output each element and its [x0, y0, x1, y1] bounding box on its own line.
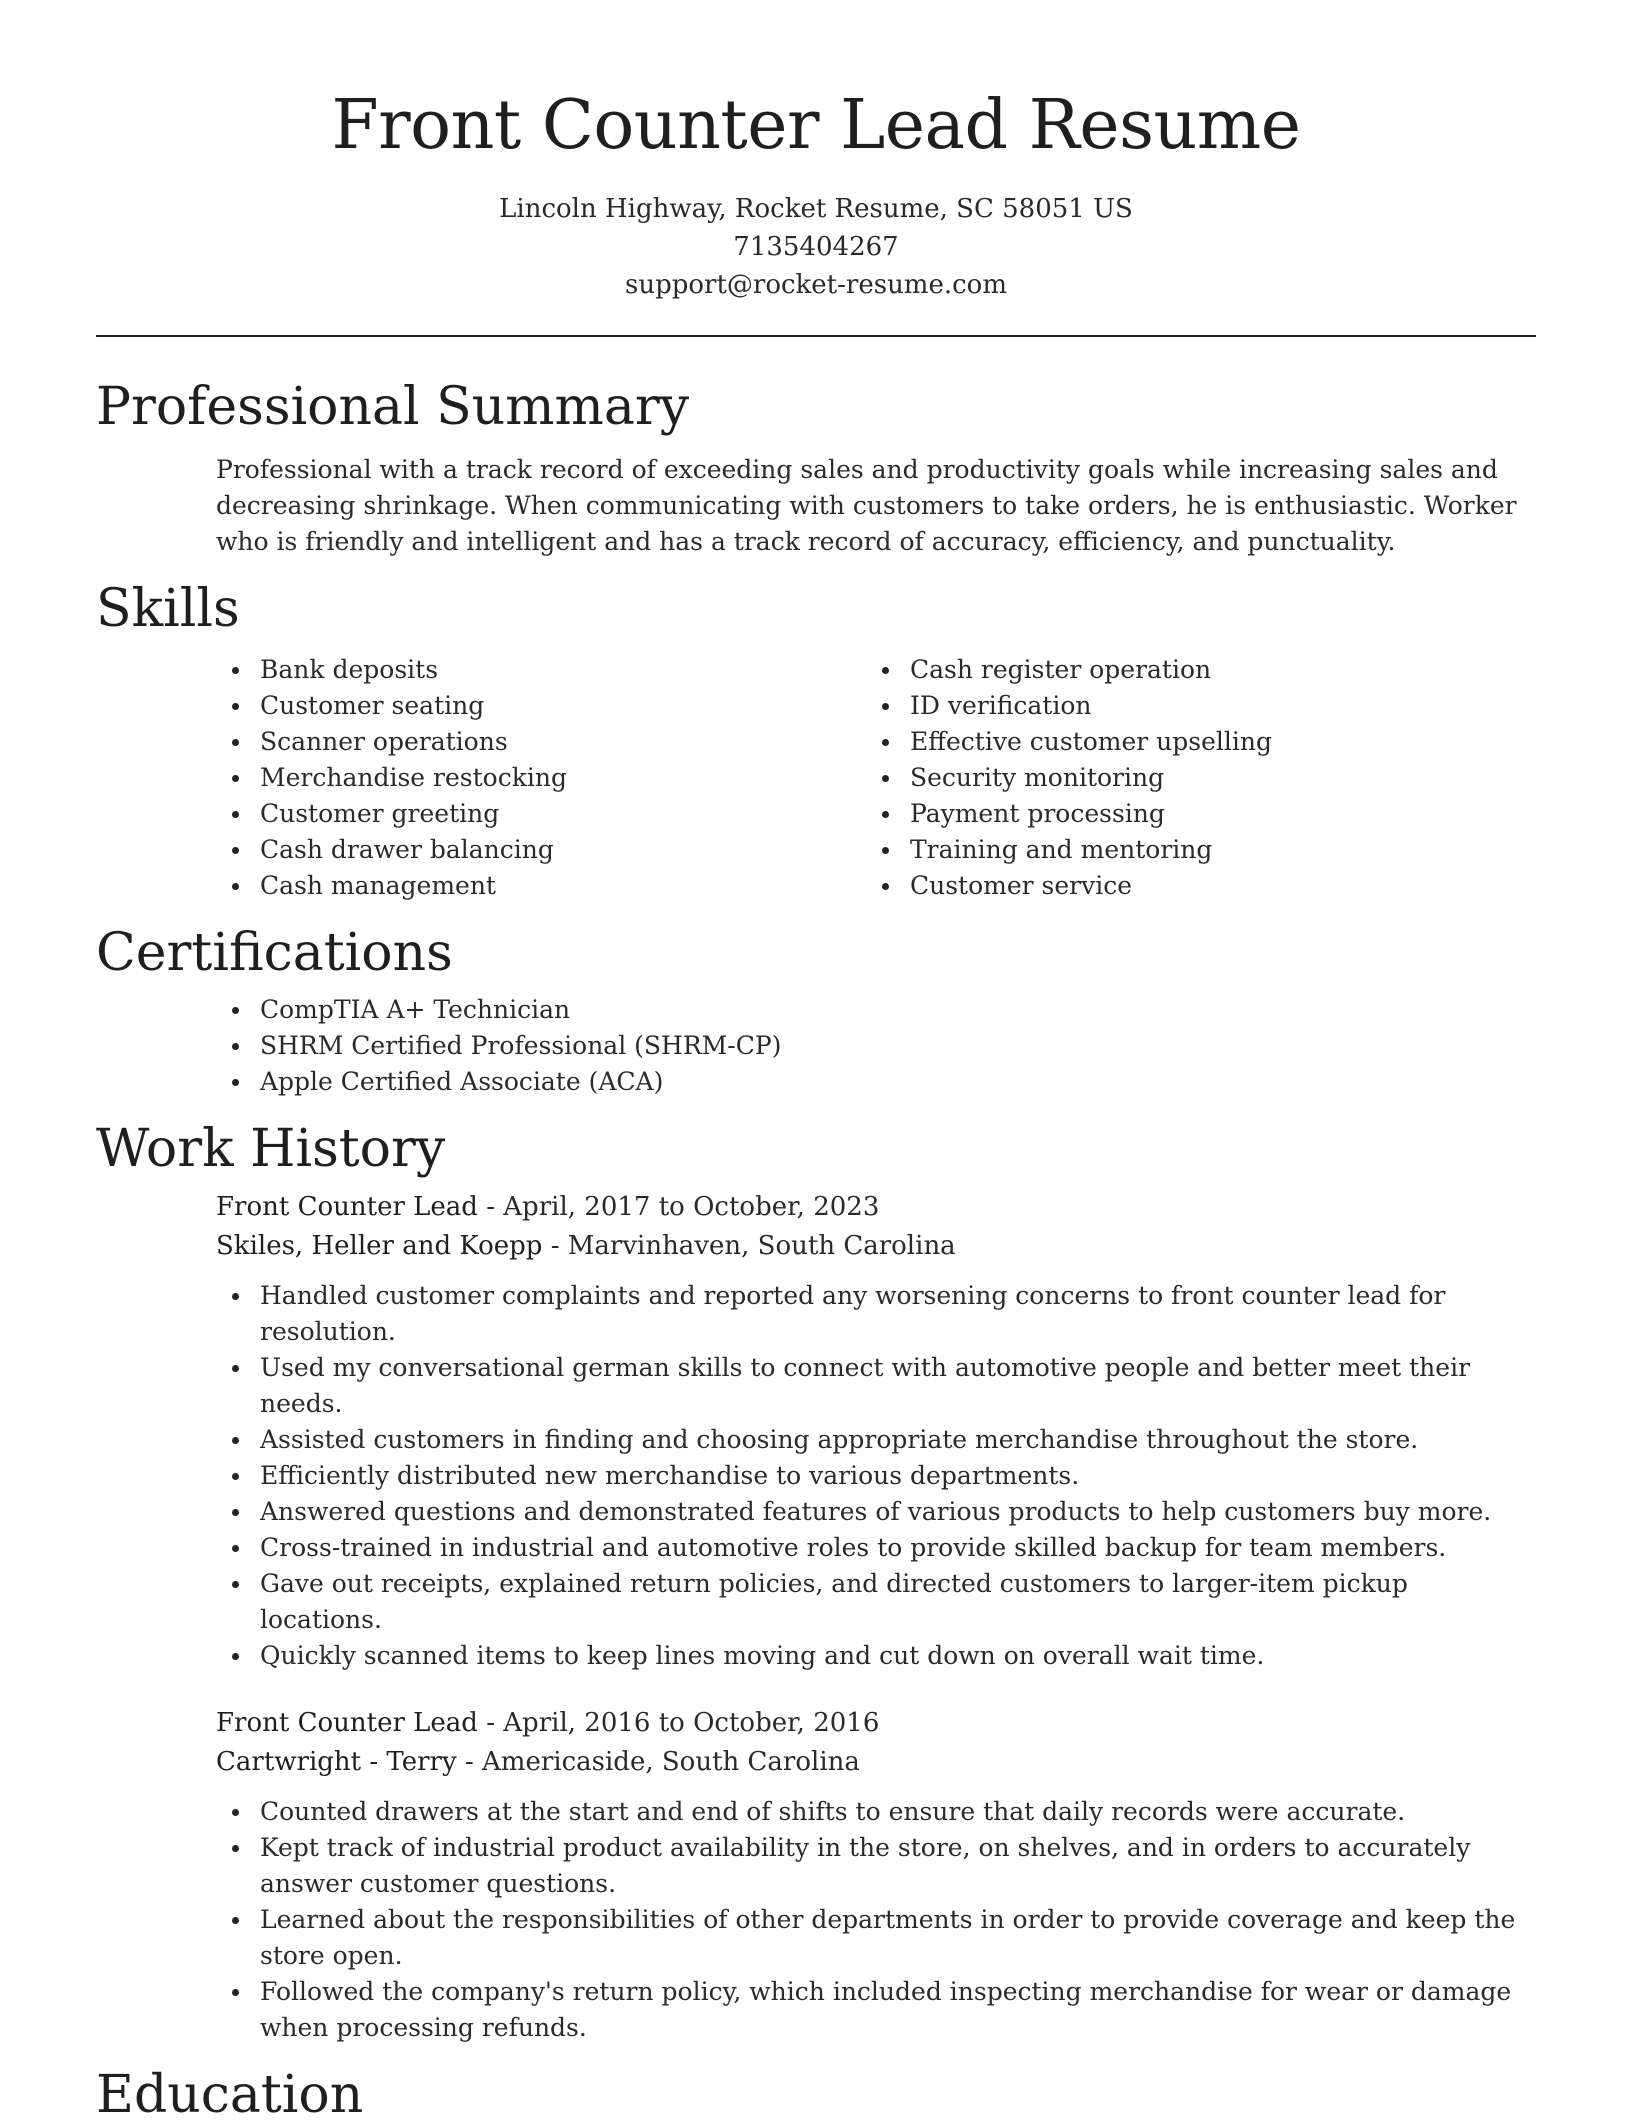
skill-item: Cash drawer balancing — [216, 832, 866, 868]
skill-item: Effective customer upselling — [866, 724, 1516, 760]
contact-phone: 7135404267 — [733, 232, 899, 262]
job-company-line — [216, 1227, 1536, 1266]
job-company-line — [216, 1743, 1536, 1782]
summary-text: Professional with a track record of exceeding sales and productivity goals while increasing sales and decreasing shrinkage. When communicating with customers to take orders, he is enthusiastic. Worker who is friendly and intelligent and has a track record of accuracy, efficiency, and punctuality. — [216, 455, 1517, 556]
skill-item: Customer service — [866, 868, 1516, 904]
job-bullet: Gave out receipts, explained return policies, and directed customers to larger-item pickup locations. — [216, 1566, 1536, 1638]
job-location: Marvinhaven, South Carolina — [567, 1231, 956, 1261]
job-bullet: Quickly scanned items to keep lines moving and cut down on overall wait time. — [216, 1638, 1536, 1674]
separator: - — [550, 1231, 568, 1261]
skills-heading: Skills — [96, 579, 240, 639]
skill-item: ID verification — [866, 688, 1516, 724]
job-title-line — [216, 1704, 1536, 1743]
skill-item: Payment processing — [866, 796, 1516, 832]
skill-item: Training and mentoring — [866, 832, 1516, 868]
job-bullet: Counted drawers at the start and end of shifts to ensure that daily records were accurate. — [216, 1794, 1536, 1830]
work-history-heading: Work History — [96, 1119, 446, 1179]
job-entry — [216, 1188, 1536, 1266]
skills-list — [216, 652, 1536, 904]
job-bullet: Used my conversational german skills to connect with automotive people and better meet their needs. — [216, 1350, 1536, 1422]
job-company: Cartwright - Terry — [216, 1747, 457, 1777]
job-bullets — [216, 1278, 1536, 1674]
certification-item: SHRM Certified Professional (SHRM-CP) — [216, 1028, 1536, 1064]
skill-item: Cash management — [216, 868, 866, 904]
skill-item: Customer greeting — [216, 796, 866, 832]
certification-item: CompTIA A+ Technician — [216, 992, 1536, 1028]
header-divider — [96, 335, 1536, 337]
skills-column-right — [866, 652, 1516, 904]
summary-heading: Professional Summary — [96, 377, 690, 437]
job-company: Skiles, Heller and Koepp — [216, 1231, 543, 1261]
certifications-heading: Certifications — [96, 923, 453, 983]
skill-item: Customer seating — [216, 688, 866, 724]
job-entry — [216, 1704, 1536, 1782]
skill-item: Cash register operation — [866, 652, 1516, 688]
skill-item: Scanner operations — [216, 724, 866, 760]
resume-page — [96, 0, 1536, 2126]
certification-item: Apple Certified Associate (ACA) — [216, 1064, 1536, 1100]
separator: - — [486, 1708, 504, 1738]
job-bullet: Learned about the responsibilities of other departments in order to provide coverage and keep the store open. — [216, 1902, 1536, 1974]
contact-block — [96, 190, 1536, 304]
skills-column-left — [216, 652, 866, 904]
contact-address: Lincoln Highway, Rocket Resume, SC 58051 US — [499, 194, 1133, 224]
separator: - — [464, 1747, 483, 1777]
job-bullet: Followed the company's return policy, which included inspecting merchandise for wear or damage when processing refunds. — [216, 1974, 1536, 2046]
job-title: Front Counter Lead — [216, 1192, 478, 1222]
job-dates: April, 2016 to October, 2016 — [503, 1708, 880, 1738]
job-bullet: Handled customer complaints and reported any worsening concerns to front counter lead for resolution. — [216, 1278, 1536, 1350]
education-heading: Education — [96, 2065, 364, 2125]
skill-item: Bank deposits — [216, 652, 866, 688]
job-location: Americaside, South Carolina — [482, 1747, 860, 1777]
contact-email: support@rocket-resume.com — [624, 270, 1007, 300]
certifications-list — [216, 992, 1536, 1100]
job-bullet: Kept track of industrial product availability in the store, on shelves, and in orders to accurately answer customer questions. — [216, 1830, 1536, 1902]
job-title-line — [216, 1188, 1536, 1227]
job-bullet: Efficiently distributed new merchandise to various departments. — [216, 1458, 1536, 1494]
skill-item: Merchandise restocking — [216, 760, 866, 796]
job-title: Front Counter Lead — [216, 1708, 478, 1738]
resume-title: Front Counter Lead Resume — [331, 86, 1301, 165]
job-bullet: Answered questions and demonstrated features of various products to help customers buy more. — [216, 1494, 1536, 1530]
skill-item: Security monitoring — [866, 760, 1516, 796]
job-bullet: Cross-trained in industrial and automotive roles to provide skilled backup for team members. — [216, 1530, 1536, 1566]
job-bullet: Assisted customers in finding and choosing appropriate merchandise throughout the store. — [216, 1422, 1536, 1458]
job-dates: April, 2017 to October, 2023 — [503, 1192, 880, 1222]
separator: - — [486, 1192, 504, 1222]
job-bullets — [216, 1794, 1536, 2046]
